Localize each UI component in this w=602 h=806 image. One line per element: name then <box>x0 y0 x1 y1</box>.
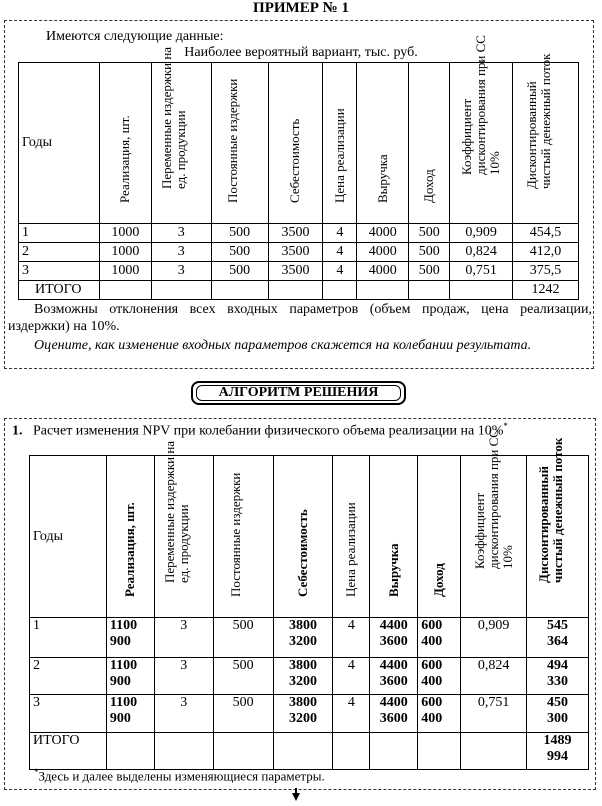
cell-year: 1 <box>19 224 100 243</box>
header-revenue: Выручка <box>370 456 418 618</box>
header-price: Цена реализации <box>333 456 370 618</box>
cell-revenue: 4000 <box>357 243 409 262</box>
cell-discount-factor: 0,751 <box>450 262 513 281</box>
header-fixed-costs: Постоянные издержки <box>211 63 268 224</box>
cell-cost: 3500 <box>268 243 323 262</box>
algorithm-title: АЛГОРИТМ РЕШЕНИЯ <box>191 381 406 405</box>
cell-dcf: 450 300 <box>527 695 589 733</box>
header-sales: Реализация, шт. <box>106 456 154 618</box>
cell-fixed-costs: 500 <box>213 658 273 695</box>
cell-revenue: 4000 <box>357 224 409 243</box>
cell-year: 2 <box>30 658 107 695</box>
header-years: Годы <box>30 456 107 618</box>
cell-dcf: 375,5 <box>513 262 579 281</box>
total-row <box>19 281 579 300</box>
total-value: 1242 <box>513 281 579 300</box>
total-label: ИТОГО <box>19 281 100 300</box>
cell-cost: 3800 3200 <box>273 695 333 733</box>
header-discount-factor: Коэффициент дисконтирования при СС 10% <box>450 63 513 224</box>
cell-fixed-costs: 500 <box>211 224 268 243</box>
cell-year: 1 <box>30 618 107 658</box>
header-discount-factor: Коэффициент дисконтирования при СС 10% <box>461 456 527 618</box>
cell-income: 600 400 <box>418 618 461 658</box>
cell-fixed-costs: 500 <box>211 243 268 262</box>
cell-discount-factor: 0,751 <box>461 695 527 733</box>
header-sales: Реализация, шт. <box>99 63 151 224</box>
cell-price: 4 <box>333 695 370 733</box>
paragraph-deviations: Возможны отклонения всех входных параметров (объем продаж, цена реализации, издержки) на 10%. <box>8 302 592 334</box>
step1-text: Расчет изменения NPV при колебании физического объема реализации на 10% <box>33 423 504 439</box>
cell-income: 600 400 <box>418 695 461 733</box>
cell-dcf: 412,0 <box>513 243 579 262</box>
cell-variable-costs: 3 <box>154 695 213 733</box>
cell-discount-factor: 0,824 <box>461 658 527 695</box>
cell-revenue: 4400 3600 <box>370 618 418 658</box>
intro-text: Имеются следующие данные: <box>46 29 224 44</box>
footnote-text: Здесь и далее выделены изменяющиеся параметры. <box>38 768 325 784</box>
header-income: Доход <box>418 456 461 618</box>
arrow-down-icon <box>292 793 300 801</box>
table-row <box>19 262 579 281</box>
cell-cost: 3500 <box>268 262 323 281</box>
cell-income: 600 400 <box>418 658 461 695</box>
header-dcf: Дисконтированный чистый денежный поток <box>527 456 589 618</box>
footnote <box>34 767 325 784</box>
cell-variable-costs: 3 <box>151 262 211 281</box>
cell-fixed-costs: 500 <box>213 618 273 658</box>
header-variable-costs: Переменные издержки на ед. продукции <box>154 456 213 618</box>
cell-price: 4 <box>323 262 357 281</box>
cell-cost: 3800 3200 <box>273 618 333 658</box>
cell-revenue: 4400 3600 <box>370 695 418 733</box>
table-row <box>30 618 589 658</box>
cell-income: 500 <box>409 262 450 281</box>
header-income: Доход <box>409 63 450 224</box>
table-row <box>30 695 589 733</box>
header-price: Цена реализации <box>323 63 357 224</box>
cell-variable-costs: 3 <box>154 658 213 695</box>
header-row <box>30 456 589 618</box>
cell-price: 4 <box>323 224 357 243</box>
cell-discount-factor: 0,909 <box>461 618 527 658</box>
cell-dcf: 494 330 <box>527 658 589 695</box>
cell-fixed-costs: 500 <box>211 262 268 281</box>
cell-discount-factor: 0,909 <box>450 224 513 243</box>
cell-sales: 1000 <box>99 224 151 243</box>
cell-sales: 1000 <box>99 243 151 262</box>
cell-revenue: 4000 <box>357 262 409 281</box>
cell-income: 500 <box>409 224 450 243</box>
cell-cost: 3500 <box>268 224 323 243</box>
cell-price: 4 <box>333 618 370 658</box>
cell-sales: 1100 900 <box>106 658 154 695</box>
cell-fixed-costs: 500 <box>213 695 273 733</box>
table-caption: Наиболее вероятный вариант, тыс. руб. <box>184 45 418 60</box>
cell-sales: 1100 900 <box>106 618 154 658</box>
footnote-ref: * <box>503 421 508 431</box>
cell-price: 4 <box>333 658 370 695</box>
header-revenue: Выручка <box>357 63 409 224</box>
header-cost: Себестоимость <box>268 63 323 224</box>
total-label: ИТОГО <box>30 733 107 770</box>
cell-dcf: 454,5 <box>513 224 579 243</box>
cell-discount-factor: 0,824 <box>450 243 513 262</box>
cell-variable-costs: 3 <box>151 224 211 243</box>
table-row <box>19 243 579 262</box>
paragraph-task: Оцените, как изменение входных параметров скажется на колебании результата. <box>34 338 532 353</box>
cell-variable-costs: 3 <box>154 618 213 658</box>
cell-cost: 3800 3200 <box>273 658 333 695</box>
example-title: ПРИМЕР № 1 <box>253 0 349 16</box>
cell-price: 4 <box>323 243 357 262</box>
total-value: 1489 994 <box>527 733 589 770</box>
cell-year: 2 <box>19 243 100 262</box>
cell-year: 3 <box>19 262 100 281</box>
cell-variable-costs: 3 <box>151 243 211 262</box>
cell-year: 3 <box>30 695 107 733</box>
cell-dcf: 545 364 <box>527 618 589 658</box>
cell-revenue: 4400 3600 <box>370 658 418 695</box>
cell-sales: 1000 <box>99 262 151 281</box>
header-row <box>19 63 579 224</box>
header-dcf: Дисконтированный чистый денежный поток <box>513 63 579 224</box>
step1-heading <box>12 421 508 440</box>
total-row <box>30 733 589 770</box>
footnote-mark: * <box>34 767 39 777</box>
cell-income: 500 <box>409 243 450 262</box>
header-years: Годы <box>19 63 100 224</box>
cell-sales: 1100 900 <box>106 695 154 733</box>
table-row <box>30 658 589 695</box>
step1-number: 1. <box>12 423 23 439</box>
header-variable-costs: Переменные издержки на ед. продукции <box>151 63 211 224</box>
header-fixed-costs: Постоянные издержки <box>213 456 273 618</box>
table-row <box>19 224 579 243</box>
header-cost: Себестоимость <box>273 456 333 618</box>
